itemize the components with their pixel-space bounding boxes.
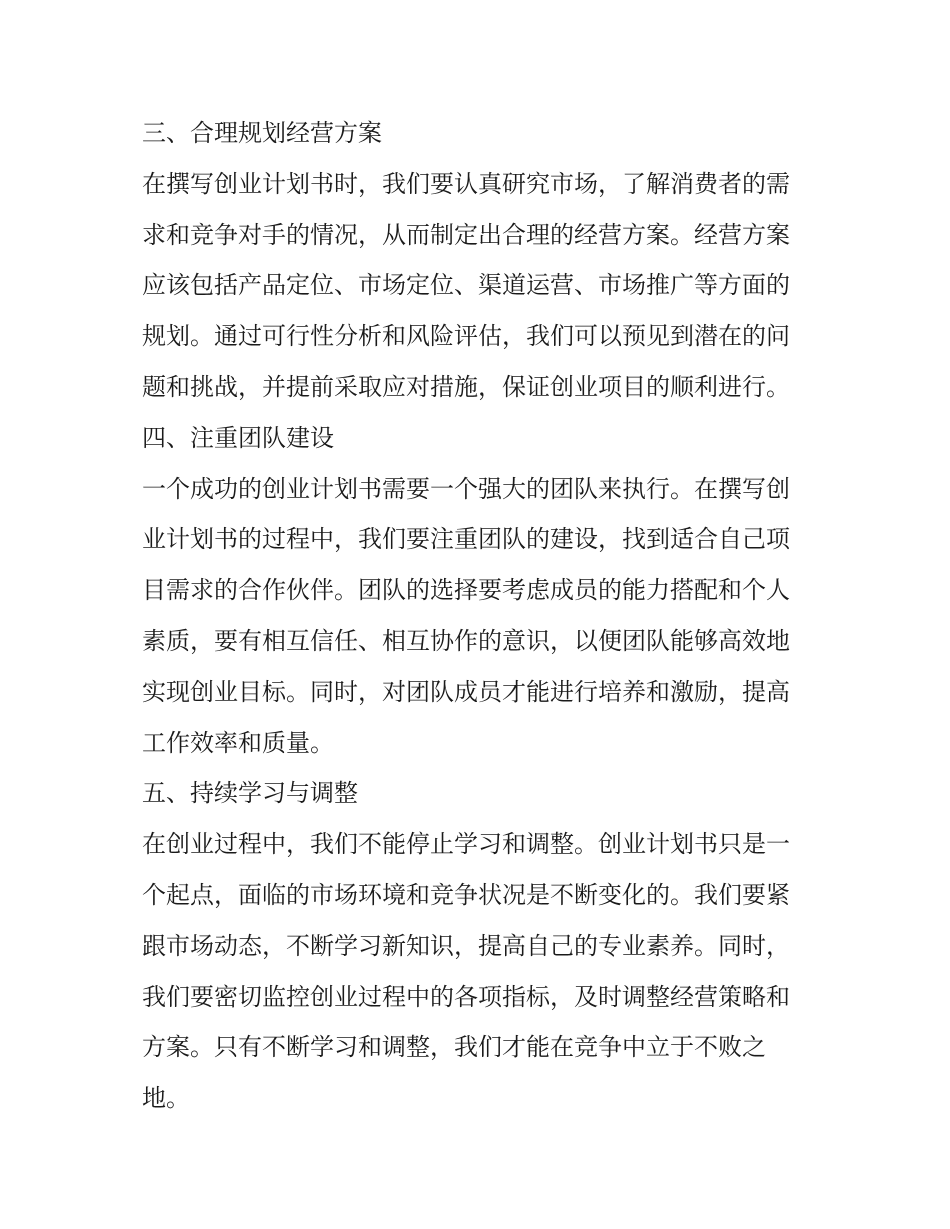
- section-heading-4: 四、注重团队建设: [142, 423, 334, 452]
- paragraph-line: 题和挑战，并提前采取应对措施，保证创业项目的顺利进行。: [142, 372, 790, 401]
- section-heading-3: 三、合理规划经营方案: [142, 119, 382, 147]
- paragraph-line: 在撰写创业计划书时，我们要认真研究市场，了解消费者的需: [142, 169, 790, 198]
- paragraph-line: 个起点，面临的市场环境和竞争状况是不断变化的。我们要紧: [142, 880, 790, 909]
- paragraph-line: 业计划书的过程中，我们要注重团队的建设，找到适合自己项: [142, 525, 790, 554]
- paragraph-line: 我们要密切监控创业过程中的各项指标，及时调整经营策略和: [142, 982, 790, 1011]
- paragraph-line: 工作效率和质量。: [142, 728, 334, 757]
- document-body: [142, 108, 812, 1124]
- paragraph-line: 一个成功的创业计划书需要一个强大的团队来执行。在撰写创: [142, 474, 790, 503]
- paragraph-line: 方案。只有不断学习和调整，我们才能在竞争中立于不败之: [142, 1033, 766, 1062]
- section-heading-5: 五、持续学习与调整: [142, 779, 358, 808]
- paragraph-line: 目需求的合作伙伴。团队的选择要考虑成员的能力搭配和个人: [142, 576, 790, 605]
- paragraph-line: 求和竞争对手的情况，从而制定出合理的经营方案。经营方案: [142, 220, 790, 249]
- paragraph-line: 素质，要有相互信任、相互协作的意识，以便团队能够高效地: [142, 626, 790, 655]
- paragraph-line: 规划。通过可行性分析和风险评估，我们可以预见到潜在的问: [142, 322, 790, 351]
- paragraph-line: 在创业过程中，我们不能停止学习和调整。创业计划书只是一: [142, 830, 790, 859]
- paragraph-line: 实现创业目标。同时，对团队成员才能进行培养和激励，提高: [142, 677, 790, 706]
- paragraph-line: 地。: [142, 1084, 190, 1113]
- paragraph-line: 应该包括产品定位、市场定位、渠道运营、市场推广等方面的: [142, 271, 790, 300]
- paragraph-line: 跟市场动态，不断学习新知识，提高自己的专业素养。同时，: [142, 931, 790, 960]
